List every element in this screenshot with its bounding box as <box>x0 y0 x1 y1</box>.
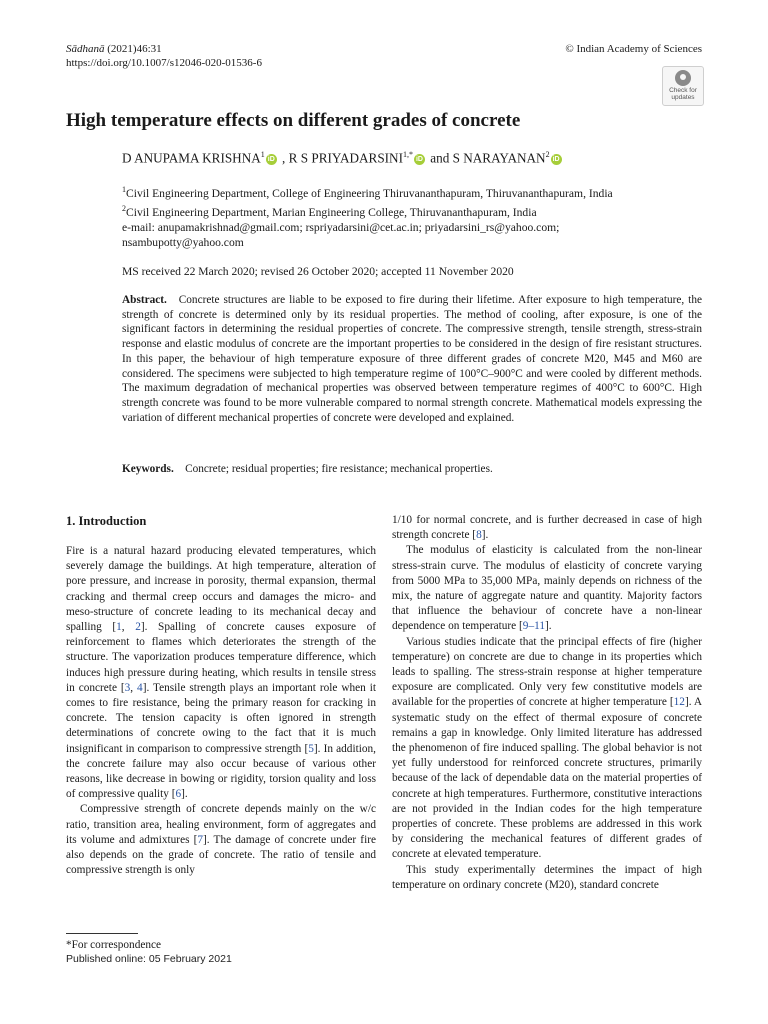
author-list: D ANUPAMA KRISHNA$^1$iD , R S $PRIYADARSINI^{1,*}iD$ and S NARAYANAN$^2$iD <box>122 150 560 166</box>
affiliation-2: $^2$Civil Engineering Department, Marian Engineering College, Thiruvananthapuram, India <box>122 204 537 219</box>
published-date: Published online: 05 February 2021 <box>66 953 232 965</box>
reference-link[interactable]: 12 <box>673 696 685 709</box>
left-column <box>66 544 376 878</box>
paragraph: 1/10 for normal concrete, and is further decreased in case of high strength concrete [8]. <box>392 514 702 542</box>
reference-link[interactable]: 4 <box>137 681 143 694</box>
reference-link[interactable]: 3 <box>124 681 131 694</box>
footnote-divider <box>66 933 138 934</box>
reference-link[interactable]: 8 <box>476 529 482 542</box>
reference-link[interactable]: 2 <box>135 621 141 634</box>
reference-link[interactable]: 5 <box>308 742 314 755</box>
abstract-label: Abstract. <box>122 294 167 306</box>
doi-link[interactable]: https://doi.org/10.1007/s12046-020-01536-6 <box>66 57 262 69</box>
orcid-icon[interactable]: iD <box>267 156 275 164</box>
abstract <box>122 293 702 425</box>
paragraph: This study experimentally determines the impact of high temperature on ordinary concrete (M20), standard concrete <box>392 863 702 891</box>
author-name: D ANUPAMA KRISHNA <box>122 150 261 166</box>
affiliation-1: $^1$Civil Engineering Department, College of Engineering Thiruvananthapuram, Thiruvananthapuram, India <box>122 185 613 200</box>
publisher: © Indian Academy of Sciences <box>565 43 702 55</box>
paper-title: High temperature effects on different grades of concrete <box>66 110 521 131</box>
paragraph: The modulus of elasticity is calculated from the non-linear stress-strain curve. The modulus of elasticity of concrete varying from 5000 MPa to 35,000 MPa, mainly depends on richness of the mix, the nature of aggregate nature and quantity. Majority factors that influence the behaviour of concrete have a non-linear dependence on temperature [9–11]. <box>392 544 702 633</box>
badge-text-1: Check for <box>669 87 697 94</box>
author-affiliation-mark: 2 <box>545 150 550 159</box>
paragraph: Various studies indicate that the principal effects of fire (higher temperature) on concrete are due to change in its properties which leads to spalling. The stress-strain response at higher temperature exposure are complicated. Only very few constitutive models are available for the properties of concrete at higher temperature [12]. A systematic study on the effect of thermal exposure of concrete remains a gap in knowledge. Only limited literature has addressed the phenomenon of fire induced spalling. The global behavior is not yet fully understood for reinforced concrete structures, primarily because of the lack of dependable data on the material properties of concrete at high temperatures. Furthermore, constitutive interactions are not provided in the Indian codes for the high temperature properties of concrete. These problems are addressed in this work by considering the mechanical features of different grades of concrete at elevated temperature. <box>392 635 702 861</box>
reference-link[interactable]: 6 <box>175 788 182 801</box>
abstract-text: Concrete structures are liable to be exposed to fire during their lifetime. After exposure to high temperature, the strength of concrete is determined only by its residual properties. The method of cooling, after exposure, is one of the significant factors in determining the residual properties of concrete. The compressive strength, tensile strength, stress-strain response and elastic modulus of concrete are the important properties to be considered in the design of fire resistant structures. In this paper, the behaviour of high temperature exposure of three different grades of concrete M20, M45 and M60 are considered. The specimens were subjected to high temperature regime of 100°C–900°C and were cooled by different methods. The maximum degradation of mechanical properties was observed between temperature regimes of 400°C to 600°C. High strength concrete was found to be more vulnerable compared to normal strength concrete. Mathematical models expressing the variation of different mechanical properties of concrete were developed and explained. <box>122 294 702 424</box>
journal-name: Sādhanā <box>66 43 105 55</box>
email-line-1: e-mail: anupamakrishnad@gmail.com; rspriyadarsini@cet.ac.in; priyadarsini_rs@yahoo.com; <box>122 221 560 235</box>
check-for-updates-badge[interactable] <box>662 66 704 106</box>
author-name: S NARAYANAN <box>452 150 546 166</box>
author-affiliation-mark: 1 <box>260 150 265 159</box>
author-affiliation-mark: 1,* <box>402 150 413 159</box>
journal-citation <box>66 42 162 56</box>
footnote: *For correspondence <box>66 939 162 951</box>
reference-link[interactable]: 7 <box>197 833 204 846</box>
keywords-label: Keywords. <box>122 463 174 475</box>
email-line-2: nsambupotty@yahoo.com <box>122 236 244 250</box>
author-name: R S PRIYADARSINI <box>288 150 403 166</box>
section-heading: 1. Introduction <box>66 514 147 528</box>
reference-link[interactable]: 9–11 <box>522 620 545 633</box>
received-dates: MS received 22 March 2020; revised 26 October 2020; accepted 11 November 2020 <box>122 265 514 278</box>
keywords-text: Concrete; residual properties; fire resistance; mechanical properties. <box>185 463 493 475</box>
reference-link[interactable]: 1 <box>116 621 122 634</box>
paragraph: Compressive strength of concrete depends mainly on the w/c ratio, transition area, healing environment, form of aggregates and its volume and admixtures [7]. The damage of concrete under fire also depends on the grade of concrete. The ratio of tensile and compressive strength is only <box>66 803 376 877</box>
paragraph: Fire is a natural hazard producing elevated temperatures, which severely damage the buildings. At high temperature, alteration of pore pressure, and increase in porosity, thermal expansion, thermal cracking and thermal creep occurs and damages the micro- and meso-structure of concrete leading to its mechanical decay and spalling [1, 2]. Spalling of concrete causes exposure of reinforcement to flames which deteriorates the strength of the structure. The vaporization produces temperature difference, which induces high pressure during heating, which results in tensile stress in concrete [3, 4]. Tensile strength plays an important role when it comes to fire resistance, being the primary reason for cracking in concrete. The tension capacity is often ignored in strength determinations of concrete owing to the fact that it is much insignificant in comparison to compressive strength [5]. In addition, the concrete failure may also occur because of various other reasons, like decrease in bowing or rigidity, torsion quality and loss of compressive quality [6]. <box>66 545 377 801</box>
orcid-icon[interactable]: iD <box>552 156 560 164</box>
right-column <box>392 513 702 893</box>
affiliations <box>122 182 722 251</box>
orcid-icon[interactable]: iD <box>415 156 423 164</box>
keywords <box>122 463 493 475</box>
citation-number: (2021)46:31 <box>104 43 162 55</box>
update-icon <box>675 70 691 86</box>
badge-text-2: updates <box>671 94 695 101</box>
